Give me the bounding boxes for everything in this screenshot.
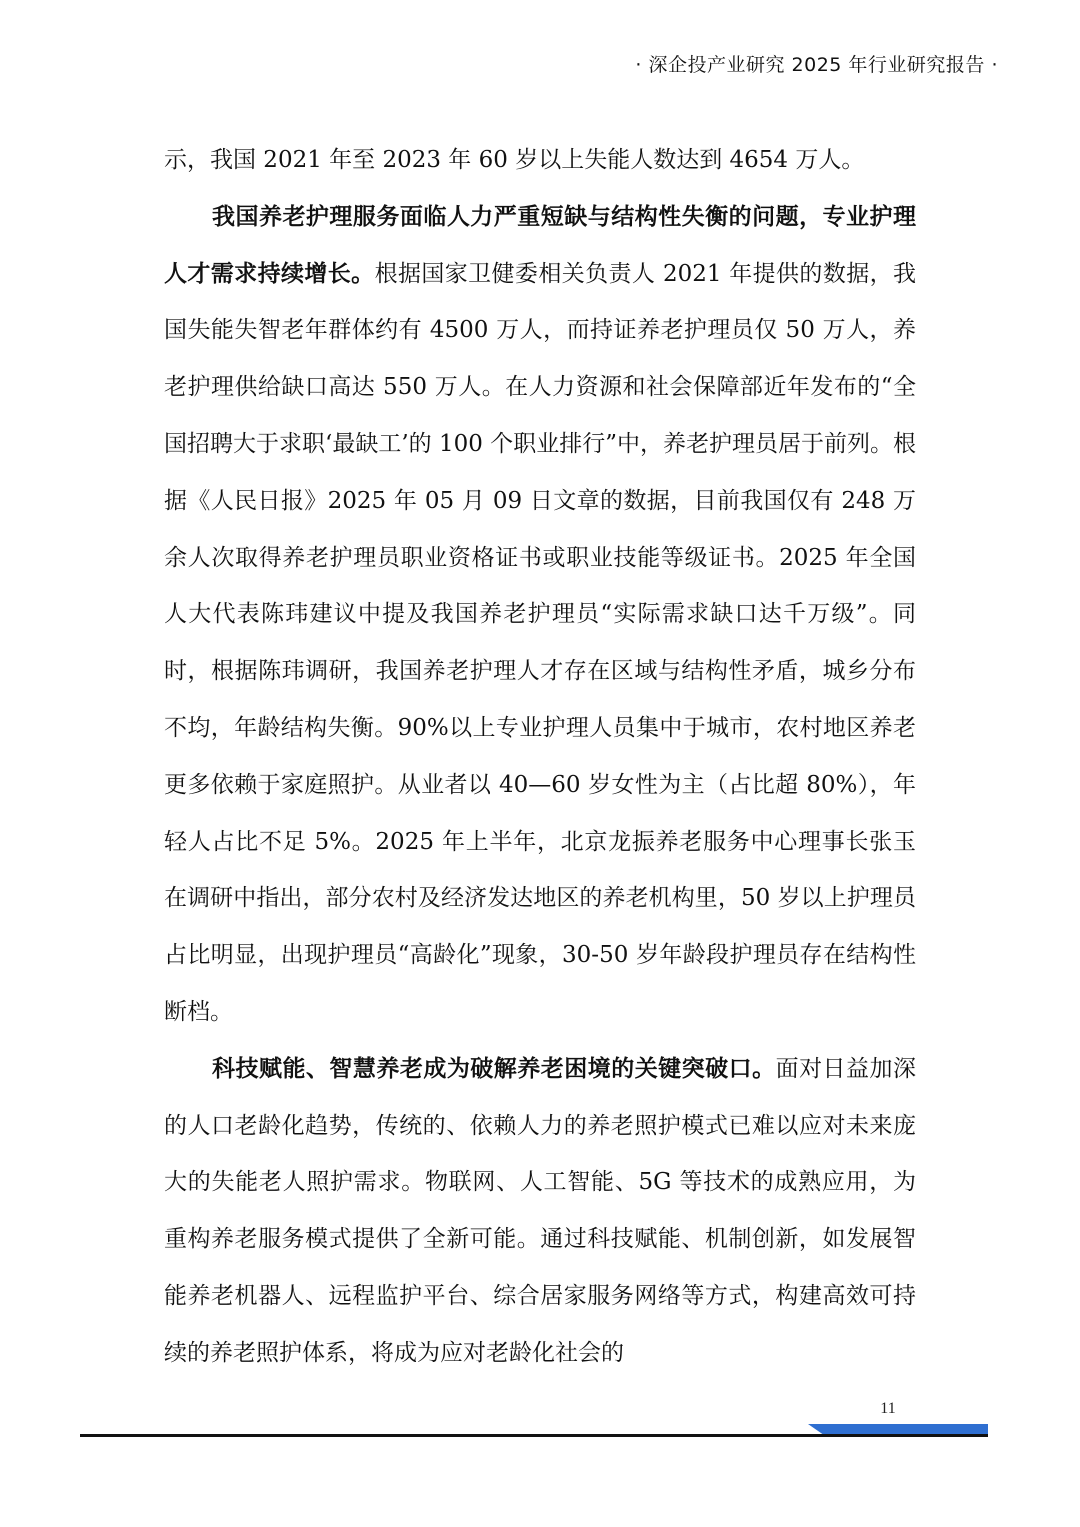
paragraph-3-text: 面对日益加深的人口老龄化趋势，传统的、依赖人力的养老照护模式已难以应对未来庞大的失能老人照护需求。物联网、人工智能、5G 等技术的成熟应用，为重构养老服务模式提供了全新可能。通过科技赋能、机制创新，如发展智能养老机器人、远程监护平台、综合居家服务网络等方式，构建高效可持续的养老照护体系，将成为应对老龄化社会的: [164, 1055, 917, 1366]
footer-accent-tab: [808, 1424, 988, 1434]
paragraph-2-text: 根据国家卫健委相关负责人 2021 年提供的数据，我国失能失智老年群体约有 4500 万人，而持证养老护理员仅 50 万人，养老护理供给缺口高达 550 万人。在人力资源和社会保障部近年发布的“全国招聘大于求职‘最缺工’的 100 个职业排行”中，养老护理员居于前列。根据《人民日报》2025 年 05 月 09 日文章的数据，目前我国仅有 248 万余人次取得养老护理员职业资格证书或职业技能等级证书。2025 年全国人大代表陈玮建议中提及我国养老护理员“实际需求缺口达千万级”。同时，根据陈玮调研，我国养老护理人才存在区域与结构性矛盾，城乡分布不均，年龄结构失衡。90%以上专业护理人员集中于城市，农村地区养老更多依赖于家庭照护。从业者以 40—60 岁女性为主（占比超 80%），年轻人占比不足 5%。2025 年上半年，北京龙振养老服务中心理事长张玉在调研中指出，部分农村及经济发达地区的养老机构里，50 岁以上护理员占比明显，出现护理员“高龄化”现象，30-50 岁年龄段护理员存在结构性断档。: [164, 260, 917, 1025]
paragraph-2: [164, 189, 916, 1041]
paragraph-3-lead: 科技赋能、智慧养老成为破解养老困境的关键突破口。: [212, 1054, 776, 1082]
paragraph-3: [164, 1041, 916, 1382]
paragraph-1-text: 示，我国 2021 年至 2023 年 60 岁以上失能人数达到 4654 万人。: [164, 147, 865, 173]
header-rule: [653, 86, 998, 87]
paragraph-2-lead: 我国养老护理服务面临人力严重短缺与结构性失衡的问题，专业护理人才需求持续增长。: [164, 202, 916, 287]
report-header: · 深企投产业研究 2025 年行业研究报告 ·: [635, 54, 998, 76]
paragraph-1: [164, 132, 916, 189]
body-content: [164, 132, 916, 1382]
footer-rule: [80, 1434, 988, 1437]
page-number: 11: [880, 1400, 896, 1417]
